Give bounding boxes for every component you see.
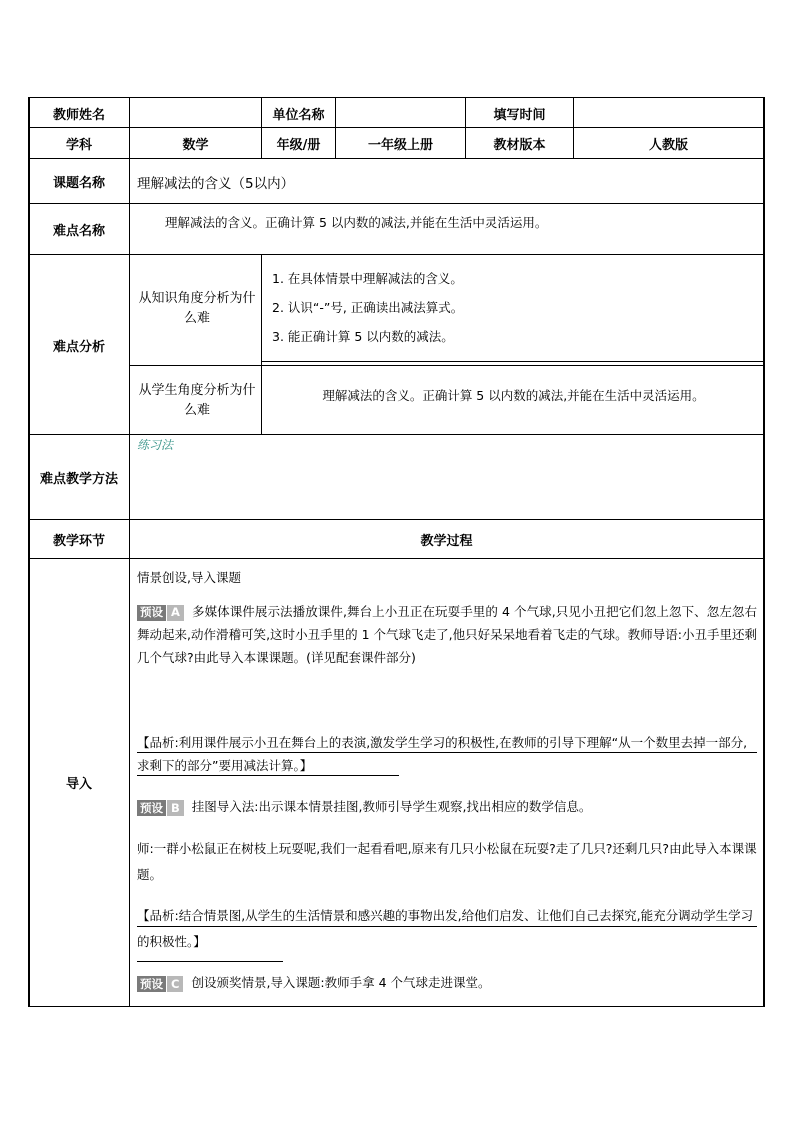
preset-b-block bbox=[137, 797, 757, 817]
unit-name-label: 单位名称 bbox=[272, 107, 325, 123]
teacher-b-text: 师:一群小松鼠正在树枝上玩耍呢,我们一起看看吧,原来有几只小松鼠在玩耍?走了几只?还剩几只?由此导入本课课题。 bbox=[137, 841, 757, 882]
preset-c-block bbox=[137, 973, 757, 993]
subject-value: 数学 bbox=[182, 138, 209, 153]
column-divider bbox=[261, 254, 262, 434]
topic-value: 理解减法的含义（5以内） bbox=[137, 175, 295, 192]
preset-a-text: 多媒体课件展示法播放课件,舞台上小丑正在玩耍手里的 4 个气球,只见小丑把它们忽上忽下、忽左忽右舞动起来,动作滑稽可笑,这时小丑手里的 1 个气球飞走了,他只好呆呆地看着飞走的气球。教师导语:小丑手里还剩几个气球?由此导入本课课题。(详见配套课件部分) bbox=[137, 604, 757, 665]
method-label: 难点教学方法 bbox=[39, 472, 118, 487]
difficulty-value: 理解减法的含义。正确计算 5 以内数的减法,并能在生活中灵活运用。 bbox=[165, 215, 548, 230]
analysis-label: 难点分析 bbox=[52, 339, 105, 355]
intro-title: 情景创设,导入课题 bbox=[137, 570, 241, 585]
preset-a-block bbox=[137, 600, 757, 669]
subject-label: 学科 bbox=[65, 138, 92, 153]
knowledge-item: 1. 在具体情景中理解减法的含义。 bbox=[272, 271, 463, 286]
preset-b-text: 挂图导入法:出示课本情景挂图,教师引导学生观察,找出相应的数学信息。 bbox=[191, 799, 592, 814]
comment-b-underline bbox=[137, 926, 757, 927]
stage-header: 教学环节 bbox=[52, 533, 105, 549]
student-angle-label: 从学生角度分析为什么难 bbox=[138, 382, 256, 418]
topic-label: 课题名称 bbox=[52, 176, 105, 191]
preset-c-badge: 预设 C bbox=[137, 976, 183, 992]
knowledge-list bbox=[272, 264, 752, 351]
knowledge-item: 3. 能正确计算 5 以内数的减法。 bbox=[272, 329, 454, 344]
knowledge-angle-label: 从知识角度分析为什么难 bbox=[138, 290, 256, 326]
edition-label: 教材版本 bbox=[493, 138, 546, 153]
row-divider bbox=[261, 361, 764, 362]
grade-value: 一年级上册 bbox=[367, 138, 433, 153]
table-border-right bbox=[763, 97, 765, 1007]
row-divider bbox=[29, 558, 764, 559]
comment-a-underline bbox=[137, 775, 399, 776]
edition-value: 人教版 bbox=[648, 138, 688, 153]
preset-c-text: 创设颁奖情景,导入课题:教师手拿 4 个气球走进课堂。 bbox=[191, 975, 491, 990]
knowledge-item: 2. 认识“-”号, 正确读出减法算式。 bbox=[272, 300, 464, 315]
teacher-name-label: 教师姓名 bbox=[52, 107, 105, 123]
preset-a-badge: 预设 A bbox=[137, 605, 184, 621]
fill-time-label: 填写时间 bbox=[493, 107, 546, 123]
table-border-bottom bbox=[29, 1006, 764, 1007]
method-value: 练习法 bbox=[137, 438, 174, 452]
comment-b-underline bbox=[137, 961, 283, 962]
preset-b-badge: 预设 B bbox=[137, 800, 184, 816]
fill-time-value[interactable] bbox=[574, 98, 763, 128]
unit-name-value[interactable] bbox=[336, 98, 465, 128]
stage-intro-label: 导入 bbox=[65, 776, 92, 792]
process-header: 教学过程 bbox=[420, 533, 473, 549]
grade-label: 年级/册 bbox=[276, 138, 321, 153]
difficulty-label: 难点名称 bbox=[52, 224, 105, 239]
comment-a-underline bbox=[137, 752, 757, 753]
comment-b: 【品析:结合情景图,从学生的生活情景和感兴趣的事物出发,给他们启发、让他们自己去探究,能充分调动学生学习的积极性。】 bbox=[137, 908, 754, 949]
comment-a: 【品析:利用课件展示小丑在舞台上的表演,激发学生学习的积极性,在教师的引导下理解“从一个数里去掉一部分,求剩下的部分”要用减法计算。】 bbox=[137, 735, 748, 773]
student-angle-value: 理解减法的含义。正确计算 5 以内数的减法,并能在生活中灵活运用。 bbox=[322, 388, 705, 403]
teacher-name-value[interactable] bbox=[130, 98, 261, 128]
